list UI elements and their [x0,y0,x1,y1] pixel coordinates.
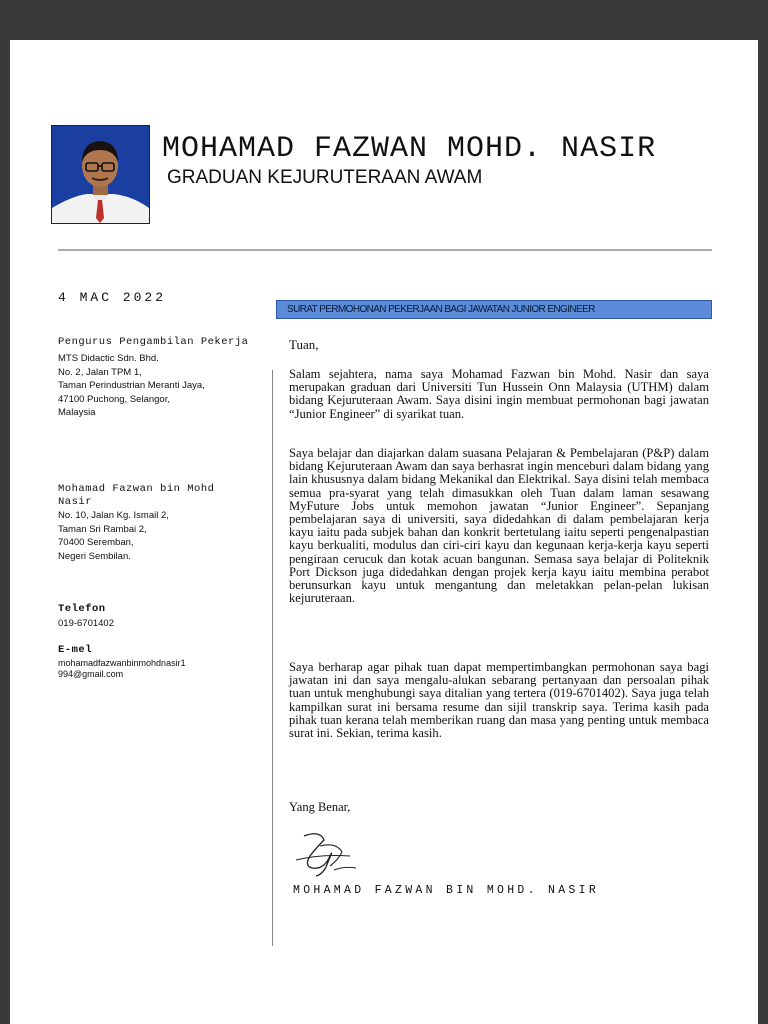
recipient-label: Pengurus Pengambilan Pekerja [58,336,249,348]
profile-photo [51,125,150,224]
header-divider [58,249,712,251]
sender-block [58,483,233,563]
letter-page [10,40,758,1024]
salutation: Tuan, [289,337,319,352]
applicant-title: GRADUAN KEJURUTERAAN AWAM [167,167,483,183]
recipient-address [58,352,268,420]
recipient-address-line: Taman Perindustrian Meranti Jaya, [58,380,205,391]
applicant-name: MOHAMAD FAZWAN MOHD. NASIR [162,132,657,166]
sender-address-line: Negeri Sembilan. [58,550,131,562]
letter-date: 4 MAC 2022 [58,290,167,305]
recipient-address-line: Malaysia [58,407,96,418]
sender-label: Mohamad Fazwan bin Mohd Nasir [58,483,215,508]
phone-number: 019-6701402 [58,618,114,629]
letter-paragraph: Salam sejahtera, nama saya Mohamad Fazwan bin Mohd. Nasir dan saya merupakan graduan dari Universiti Tun Hussein Onn Malaysia (UTHM) dalam bidang Kejuruteraan Awam. Saya disini ingin membuat permohonan bagi jawatan “Junior Engineer” di syarikat tuan. [289,367,709,421]
closing: Yang Benar, [289,800,351,814]
letter-paragraph: Saya berharap agar pihak tuan dapat mempertimbangkan permohonan saya bagi jawatan ini dan saya mengalu-alukan sebarang pertanyaan dan persoalan pihak tuan untuk menghubungi saya ditalian yang tertera (019-6701402). Saya juga telah kampilkan surat ini bersama resume dan sijil transkrip saya. Terima kasih pada pihak tuan kerana telah memberikan ruang dan masa yang penting untuk membaca surat ini. Sekian, terima kasih. [289,660,709,741]
phone-label: Telefon [58,603,106,615]
sender-address-line: 70400 Seremban, [58,537,134,548]
signer-name: MOHAMAD FAZWAN BIN MOHD. NASIR [293,884,600,897]
sender-address-line: Taman Sri Rambai 2, [58,523,147,535]
column-divider [272,370,273,946]
sender-address [58,509,233,563]
letter-paragraph: Saya belajar dan diajarkan dalam suasana Pelajaran & Pembelajaran (P&P) dalam bidang Kejuruteraan Awam dan saya berhasrat ingin menceburi dalam bidang yang lain khususnya dalam bidang Mekanikal dan Elektrikal. Saya disini telah membaca semua pra-syarat yang telah dimasukkan oleh Tuan dalam laman sesawang MyFuture Jobs untuk memohon jawatan “Junior Engineer”. Sepanjang pembelajaran saya di universiti, saya didedahkan di dalam pembelajaran kerja kayu iaitu pada subjek bahan dan konkrit bertetulang iaitu seperti pengenalpastian kayu berkualiti, modulus dan ciri-ciri kayu dan kegunaan kerja-kerja kayu seperti pengiraan cerucuk dan kotak acuan bangunan. Semasa saya belajar di Politeknik Port Dickson juga didedahkan dengan projek kerja kayu iaitu membina perabot berunsurkan kayu untuk mengantung dan meletakkan pelan-pelan lukisan kejuruteraan. [289,446,709,606]
subject-bar: SURAT PERMOHONAN PEKERJAAN BAGI JAWATAN JUNIOR ENGINEER [276,300,712,319]
email-block [58,644,188,680]
email-address: mohamadfazwanbinmohdnasir1994@gmail.com [58,658,186,679]
email-label: E-mel [58,644,93,656]
phone-block [58,603,268,631]
recipient-address-line: No. 2, Jalan TPM 1, [58,366,142,378]
recipient-address-line: MTS Didactic Sdn. Bhd. [58,353,159,364]
recipient-address-line: 47100 Puchong, Selangor, [58,393,170,405]
handwritten-signature [290,826,360,887]
sender-address-line: No. 10, Jalan Kg. Ismail 2, [58,510,169,521]
recipient-block [58,336,268,420]
